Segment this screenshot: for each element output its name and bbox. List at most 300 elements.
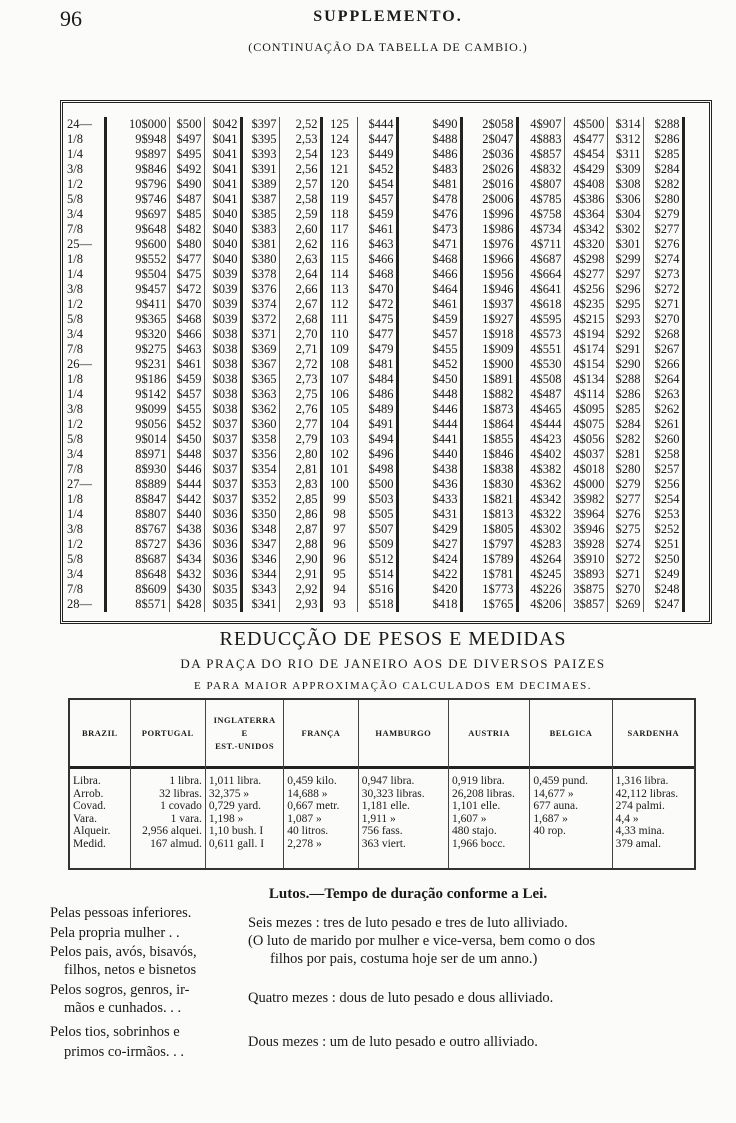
table-cell: 101 xyxy=(321,462,357,477)
table-cell: 4$465 xyxy=(517,402,564,417)
table-cell: 2,75 xyxy=(279,387,321,402)
table-cell: 9$796 xyxy=(105,177,169,192)
table-cell: 104 xyxy=(321,417,357,432)
table-cell: 118 xyxy=(321,207,357,222)
table-cell: 1$864 xyxy=(461,417,517,432)
table-cell: 2,52 xyxy=(279,117,321,132)
table-cell: 4$342 xyxy=(564,222,607,237)
table-cell: $449 xyxy=(357,147,397,162)
table-cell: $468 xyxy=(357,267,397,282)
table-cell: $041 xyxy=(204,177,241,192)
table-cell: 4$075 xyxy=(564,417,607,432)
relation-item: mãos e cunhados. . . xyxy=(64,1000,182,1016)
column xyxy=(530,700,612,868)
table-cell: $476 xyxy=(397,207,461,222)
table-cell: $312 xyxy=(607,132,643,147)
table-cell: 96 xyxy=(321,537,357,552)
table-cell: 1$873 xyxy=(461,402,517,417)
table-cell: $040 xyxy=(204,207,241,222)
exchange-table xyxy=(60,100,712,624)
table-cell: $422 xyxy=(397,567,461,582)
table-cell: $343 xyxy=(241,582,279,597)
table-cell: $436 xyxy=(397,477,461,492)
measure-value: 32 libras. xyxy=(159,787,202,800)
mourning-period: Quatro mezes : dous de luto pesado e dous alliviado. xyxy=(248,990,554,1006)
table-cell: $459 xyxy=(357,207,397,222)
table-cell: $516 xyxy=(357,582,397,597)
table-cell: 98 xyxy=(321,507,357,522)
table-cell: 9$142 xyxy=(105,387,169,402)
section-subtitle-2: E PARA MAIOR APPROXIMAÇÃO CALCULADOS EM DECIMAES. xyxy=(194,680,592,692)
table-cell: 4$320 xyxy=(564,237,607,252)
measure-value: 14,688 » xyxy=(287,787,328,800)
table-cell: $455 xyxy=(169,402,204,417)
table-cell: $457 xyxy=(397,327,461,342)
table-cell: 9$504 xyxy=(105,267,169,282)
table-cell: $500 xyxy=(169,117,204,132)
table-cell: $038 xyxy=(204,387,241,402)
table-cell: $311 xyxy=(607,147,643,162)
rate-label: 7/8 xyxy=(63,582,105,597)
table-cell: 4$857 xyxy=(517,147,564,162)
table-cell: $367 xyxy=(241,357,279,372)
table-cell: 8$609 xyxy=(105,582,169,597)
table-cell: 2$036 xyxy=(461,147,517,162)
measure-value: Medid. xyxy=(73,837,106,850)
table-cell: 4$429 xyxy=(564,162,607,177)
table-row xyxy=(63,582,683,597)
table-cell: 1$946 xyxy=(461,282,517,297)
table-cell: $503 xyxy=(357,492,397,507)
table-cell: $272 xyxy=(643,282,683,297)
table-cell: 1$882 xyxy=(461,387,517,402)
table-cell: 9$186 xyxy=(105,372,169,387)
table-cell: $272 xyxy=(607,552,643,567)
weights-measures-table xyxy=(68,698,696,870)
table-cell: 2$016 xyxy=(461,177,517,192)
table-cell: 2,87 xyxy=(279,522,321,537)
column-header xyxy=(206,700,283,769)
table-cell: $036 xyxy=(204,522,241,537)
table-cell: $038 xyxy=(204,372,241,387)
table-cell: $285 xyxy=(607,402,643,417)
table-cell: $350 xyxy=(241,507,279,522)
table-cell: 4$194 xyxy=(564,327,607,342)
table-cell: $471 xyxy=(397,237,461,252)
table-cell: $280 xyxy=(643,192,683,207)
table-cell: 2,92 xyxy=(279,582,321,597)
table-cell: $247 xyxy=(643,597,683,612)
table-cell: 9$275 xyxy=(105,342,169,357)
table-cell: 2$058 xyxy=(461,117,517,132)
table-cell: 8$971 xyxy=(105,447,169,462)
table-cell: $440 xyxy=(169,507,204,522)
table-cell: $507 xyxy=(357,522,397,537)
relation-item: Pelos sogros, genros, ir- xyxy=(50,982,190,998)
table-cell: 8$847 xyxy=(105,492,169,507)
table-row xyxy=(63,252,683,267)
table-cell: $492 xyxy=(169,162,204,177)
table-row xyxy=(63,162,683,177)
table-row xyxy=(63,192,683,207)
rate-label: 3/8 xyxy=(63,162,105,177)
table-cell: 8$727 xyxy=(105,537,169,552)
mourning-period: (O luto de marido por mulher e vice-versa, bem como o dos xyxy=(248,933,596,949)
section-subtitle: DA PRAÇA DO RIO DE JANEIRO AOS DE DIVERSOS PAIZES xyxy=(180,656,606,671)
table-cell: 110 xyxy=(321,327,357,342)
table-cell: $433 xyxy=(397,492,461,507)
table-cell: $430 xyxy=(169,582,204,597)
table-cell: $479 xyxy=(357,342,397,357)
table-cell: 2,70 xyxy=(279,327,321,342)
table-cell: $459 xyxy=(169,372,204,387)
table-cell: $448 xyxy=(169,447,204,462)
table-cell: $457 xyxy=(357,192,397,207)
table-cell: $374 xyxy=(241,297,279,312)
table-cell: 94 xyxy=(321,582,357,597)
table-cell: $461 xyxy=(357,222,397,237)
table-cell: 2,85 xyxy=(279,492,321,507)
table-cell: 116 xyxy=(321,237,357,252)
table-continuation-caption: (CONTINUAÇÃO DA TABELLA DE CAMBIO.) xyxy=(248,40,528,54)
measure-value: 2,278 » xyxy=(287,837,322,850)
table-cell: $447 xyxy=(357,132,397,147)
table-cell: 3$910 xyxy=(564,552,607,567)
table-cell: $042 xyxy=(204,117,241,132)
table-cell: 1$805 xyxy=(461,522,517,537)
table-cell: 1$927 xyxy=(461,312,517,327)
table-cell: 4$154 xyxy=(564,357,607,372)
table-cell: $288 xyxy=(607,372,643,387)
section-title: REDUCÇÃO DE PESOS E MEDIDAS xyxy=(219,628,567,650)
table-cell: $037 xyxy=(204,492,241,507)
table-cell: $037 xyxy=(204,462,241,477)
table-cell: $262 xyxy=(643,402,683,417)
table-cell: 109 xyxy=(321,342,357,357)
table-cell: $488 xyxy=(397,132,461,147)
table-cell: 2,67 xyxy=(279,297,321,312)
table-cell: 2,54 xyxy=(279,147,321,162)
table-cell: $282 xyxy=(607,432,643,447)
measure-value: 274 palmi. xyxy=(615,800,665,812)
table-cell: $486 xyxy=(397,147,461,162)
table-cell: $299 xyxy=(607,252,643,267)
table-cell: $274 xyxy=(607,537,643,552)
rate-label: 1/8 xyxy=(63,252,105,267)
table-cell: 4$206 xyxy=(517,597,564,612)
table-cell: 9$231 xyxy=(105,357,169,372)
table-cell: $036 xyxy=(204,507,241,522)
table-cell: $040 xyxy=(204,237,241,252)
header-line: EST.-UNIDOS xyxy=(215,740,275,751)
measure-value: 480 stajo. xyxy=(451,825,497,837)
table-cell: $039 xyxy=(204,282,241,297)
table-cell: $389 xyxy=(241,177,279,192)
relation-item: Pelos pais, avós, bisavós, xyxy=(50,944,197,960)
table-row xyxy=(63,177,683,192)
table-cell: $284 xyxy=(643,162,683,177)
table-cell: 4$362 xyxy=(517,477,564,492)
rate-label: 1/4 xyxy=(63,147,105,162)
table-cell: 2,58 xyxy=(279,192,321,207)
table-cell: $505 xyxy=(357,507,397,522)
measure-value: 756 fass. xyxy=(361,825,403,837)
table-cell: $269 xyxy=(607,597,643,612)
measure-value: 0,667 metr. xyxy=(287,800,340,812)
table-cell: 9$897 xyxy=(105,147,169,162)
table-cell: 3$982 xyxy=(564,492,607,507)
table-cell: 4$402 xyxy=(517,447,564,462)
table-cell: $288 xyxy=(643,117,683,132)
table-cell: $352 xyxy=(241,492,279,507)
table-cell: 8$767 xyxy=(105,522,169,537)
table-cell: 93 xyxy=(321,597,357,612)
table-cell: 1$966 xyxy=(461,252,517,267)
measure-value: 0,729 yard. xyxy=(208,800,261,812)
table-cell: 124 xyxy=(321,132,357,147)
table-cell: 97 xyxy=(321,522,357,537)
rate-label: 1/8 xyxy=(63,492,105,507)
table-cell: 4$530 xyxy=(517,357,564,372)
table-cell: $251 xyxy=(643,537,683,552)
table-cell: $436 xyxy=(169,537,204,552)
table-cell: 4$551 xyxy=(517,342,564,357)
table-cell: $038 xyxy=(204,357,241,372)
table-cell: 1$918 xyxy=(461,327,517,342)
table-cell: $302 xyxy=(607,222,643,237)
rate-label: 1/2 xyxy=(63,177,105,192)
table-row xyxy=(63,417,683,432)
measure-value: Vara. xyxy=(73,812,97,825)
header-line: BRAZIL xyxy=(81,727,118,738)
table-cell: 1$765 xyxy=(461,597,517,612)
table-cell: 4$322 xyxy=(517,507,564,522)
table-cell: $270 xyxy=(607,582,643,597)
table-cell: 8$687 xyxy=(105,552,169,567)
table-cell: $466 xyxy=(357,252,397,267)
rate-label: 27— xyxy=(63,477,105,492)
table-row xyxy=(63,297,683,312)
table-cell: $461 xyxy=(169,357,204,372)
table-cell: $434 xyxy=(169,552,204,567)
table-cell: $250 xyxy=(643,552,683,567)
measure-value: 1,198 » xyxy=(208,812,244,825)
table-cell: 2$047 xyxy=(461,132,517,147)
measure-value: Alqueir. xyxy=(73,825,111,837)
table-cell: 3$928 xyxy=(564,537,607,552)
rate-label: 3/8 xyxy=(63,402,105,417)
table-cell: 107 xyxy=(321,372,357,387)
table-cell: $480 xyxy=(169,237,204,252)
table-cell: $475 xyxy=(357,312,397,327)
rate-label: 7/8 xyxy=(63,462,105,477)
table-cell: 9$056 xyxy=(105,417,169,432)
table-cell: $354 xyxy=(241,462,279,477)
table-cell: $309 xyxy=(607,162,643,177)
table-cell: 9$746 xyxy=(105,192,169,207)
table-cell: $275 xyxy=(607,522,643,537)
table-cell: $464 xyxy=(397,282,461,297)
measure-value: 1,10 bush. I xyxy=(208,825,264,837)
header-line: BELGICA xyxy=(549,727,593,738)
table-cell: 4$037 xyxy=(564,447,607,462)
column xyxy=(449,700,530,868)
measure-value: 1,911 » xyxy=(361,812,396,825)
table-cell: 4$256 xyxy=(564,282,607,297)
measure-value: 1,316 libra. xyxy=(615,775,669,787)
table-cell: $444 xyxy=(357,117,397,132)
table-row xyxy=(63,567,683,582)
table-cell: $038 xyxy=(204,327,241,342)
table-cell: $455 xyxy=(397,342,461,357)
rate-label: 5/8 xyxy=(63,312,105,327)
table-cell: $296 xyxy=(607,282,643,297)
rate-label: 3/8 xyxy=(63,282,105,297)
table-cell: $424 xyxy=(397,552,461,567)
table-cell: 4$408 xyxy=(564,177,607,192)
table-cell: $362 xyxy=(241,402,279,417)
table-cell: $378 xyxy=(241,267,279,282)
table-cell: $509 xyxy=(357,537,397,552)
table-cell: $290 xyxy=(607,357,643,372)
rate-label: 3/4 xyxy=(63,327,105,342)
table-cell: 9$697 xyxy=(105,207,169,222)
table-row xyxy=(63,492,683,507)
rate-label: 5/8 xyxy=(63,552,105,567)
table-cell: $306 xyxy=(607,192,643,207)
table-cell: $035 xyxy=(204,597,241,612)
table-cell: 9$648 xyxy=(105,222,169,237)
table-cell: $365 xyxy=(241,372,279,387)
measure-value: 0,459 pund. xyxy=(533,775,588,787)
table-cell: 4$174 xyxy=(564,342,607,357)
measure-value: 363 viert. xyxy=(361,837,406,850)
table-cell: $282 xyxy=(643,177,683,192)
table-row xyxy=(63,447,683,462)
table-cell: 114 xyxy=(321,267,357,282)
table-cell: $258 xyxy=(643,447,683,462)
table-cell: $369 xyxy=(241,342,279,357)
table-cell: $457 xyxy=(169,387,204,402)
table-cell: 2,64 xyxy=(279,267,321,282)
measure-value: 167 almud. xyxy=(150,837,202,850)
table-cell: $040 xyxy=(204,252,241,267)
table-cell: $263 xyxy=(643,387,683,402)
table-cell: 8$571 xyxy=(105,597,169,612)
table-cell: $444 xyxy=(169,477,204,492)
table-cell: 4$907 xyxy=(517,117,564,132)
table-cell: 2,63 xyxy=(279,252,321,267)
table-cell: 4$785 xyxy=(517,192,564,207)
table-cell: $444 xyxy=(397,417,461,432)
table-row xyxy=(63,477,683,492)
table-cell: $473 xyxy=(397,222,461,237)
table-cell: $441 xyxy=(397,432,461,447)
table-cell: $347 xyxy=(241,537,279,552)
table-cell: $035 xyxy=(204,582,241,597)
measure-value: Libra. xyxy=(73,775,101,787)
table-cell: 100 xyxy=(321,477,357,492)
rate-label: 5/8 xyxy=(63,192,105,207)
table-cell: $490 xyxy=(397,117,461,132)
table-cell: $271 xyxy=(643,297,683,312)
table-cell: 96 xyxy=(321,552,357,567)
column-header xyxy=(613,700,694,769)
table-cell: 4$226 xyxy=(517,582,564,597)
table-cell: $475 xyxy=(169,267,204,282)
table-cell: $254 xyxy=(643,492,683,507)
table-cell: 4$595 xyxy=(517,312,564,327)
table-cell: 4$215 xyxy=(564,312,607,327)
table-cell: $448 xyxy=(397,387,461,402)
table-cell: $039 xyxy=(204,297,241,312)
table-cell: 2,66 xyxy=(279,282,321,297)
table-cell: 1$846 xyxy=(461,447,517,462)
table-cell: 2,56 xyxy=(279,162,321,177)
mourning-period: filhos por pais, costuma hoje ser de um anno.) xyxy=(270,951,538,967)
rate-label: 26— xyxy=(63,357,105,372)
table-cell: $281 xyxy=(607,447,643,462)
table-cell: $387 xyxy=(241,192,279,207)
table-row xyxy=(63,237,683,252)
table-cell: 1$855 xyxy=(461,432,517,447)
table-row xyxy=(63,522,683,537)
table-cell: $483 xyxy=(397,162,461,177)
table-cell: $252 xyxy=(643,522,683,537)
table-cell: $391 xyxy=(241,162,279,177)
table-cell: $459 xyxy=(397,312,461,327)
table-cell: $037 xyxy=(204,477,241,492)
header-line: INGLATERRA xyxy=(213,714,276,725)
table-row xyxy=(63,552,683,567)
table-row xyxy=(63,462,683,477)
table-cell: $468 xyxy=(397,252,461,267)
table-cell: $277 xyxy=(643,222,683,237)
table-cell: $481 xyxy=(357,357,397,372)
table-cell: $496 xyxy=(357,447,397,462)
table-cell: 9$411 xyxy=(105,297,169,312)
rate-label: 1/4 xyxy=(63,507,105,522)
table-cell: $500 xyxy=(357,477,397,492)
table-row xyxy=(63,597,683,612)
table-cell: $256 xyxy=(643,477,683,492)
relation-item: Pelas pessoas inferiores. xyxy=(50,905,192,921)
table-cell: $038 xyxy=(204,342,241,357)
table-cell: 9$320 xyxy=(105,327,169,342)
table-cell: $279 xyxy=(643,207,683,222)
table-cell: $274 xyxy=(643,252,683,267)
table-cell: 120 xyxy=(321,177,357,192)
table-cell: $497 xyxy=(169,132,204,147)
rate-label: 5/8 xyxy=(63,432,105,447)
table-cell: $253 xyxy=(643,507,683,522)
table-cell: $286 xyxy=(643,132,683,147)
table-cell: $039 xyxy=(204,267,241,282)
table-cell: 4$734 xyxy=(517,222,564,237)
table-cell: $346 xyxy=(241,552,279,567)
measure-value: 40 litros. xyxy=(287,825,329,837)
table-cell: 9$014 xyxy=(105,432,169,447)
table-cell: 4$487 xyxy=(517,387,564,402)
rate-label: 25— xyxy=(63,237,105,252)
table-cell: $314 xyxy=(607,117,643,132)
table-row xyxy=(63,342,683,357)
table-cell: $280 xyxy=(607,462,643,477)
table-cell: $477 xyxy=(169,252,204,267)
measure-value: 4,33 mina. xyxy=(615,825,665,837)
table-cell: 4$423 xyxy=(517,432,564,447)
table-cell: $385 xyxy=(241,207,279,222)
